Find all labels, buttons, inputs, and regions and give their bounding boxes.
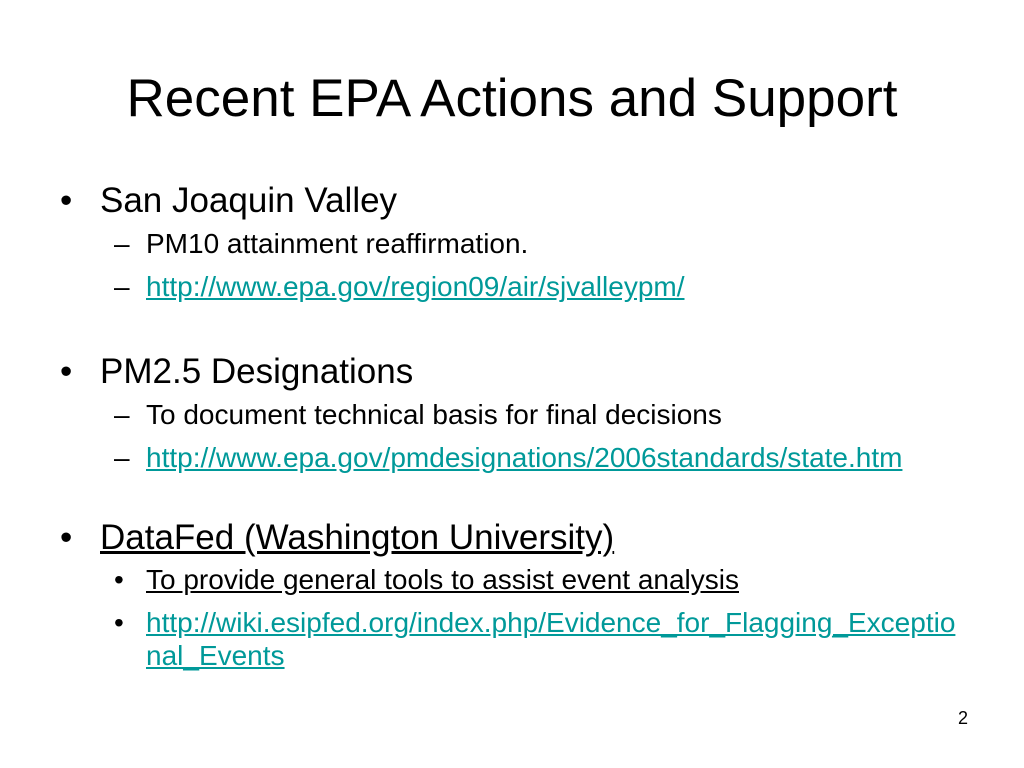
bullet-san-joaquin-valley (60, 181, 397, 220)
bullet-heading: PM2.5 Designations (100, 352, 414, 391)
page-number: 2 (957, 708, 968, 728)
esipfed-link[interactable]: http://wiki.esipfed.org/index.php/Evidence_for_Flagging_Exceptional_Events (146, 607, 956, 671)
sub-item-text: To provide general tools to assist event analysis (146, 564, 739, 595)
bullet-marker: • (60, 181, 73, 220)
pmdesignations-link[interactable]: http://www.epa.gov/pmdesignations/2006standards/state.htm (146, 442, 903, 473)
sub-item-pmdesignations-link (114, 441, 956, 474)
dash-marker: – (114, 442, 130, 473)
sub-item-text: PM10 attainment reaffirmation. (146, 228, 529, 259)
dash-marker: – (114, 399, 130, 430)
bullet-marker: • (60, 352, 73, 391)
bullet-pm25-designations (60, 352, 413, 391)
sub-item-esipfed-link (114, 606, 956, 672)
sub-item-pm10-reaffirmation (114, 227, 956, 260)
dash-marker: – (114, 228, 130, 259)
bullet-marker: • (114, 607, 124, 638)
bullet-marker: • (114, 564, 124, 595)
sub-item-sjvalley-link (114, 270, 956, 303)
sub-item-technical-basis (114, 398, 956, 431)
bullet-heading: DataFed (Washington University) (100, 518, 615, 557)
dash-marker: – (114, 271, 130, 302)
sjvalley-link[interactable]: http://www.epa.gov/region09/air/sjvalleypm/ (146, 271, 685, 302)
sub-item-general-tools (114, 563, 956, 596)
sub-item-text: To document technical basis for final decisions (146, 399, 722, 430)
bullet-heading: San Joaquin Valley (100, 181, 398, 220)
bullet-datafed (60, 518, 614, 557)
bullet-marker: • (60, 518, 73, 557)
slide-title: Recent EPA Actions and Support (126, 69, 898, 128)
